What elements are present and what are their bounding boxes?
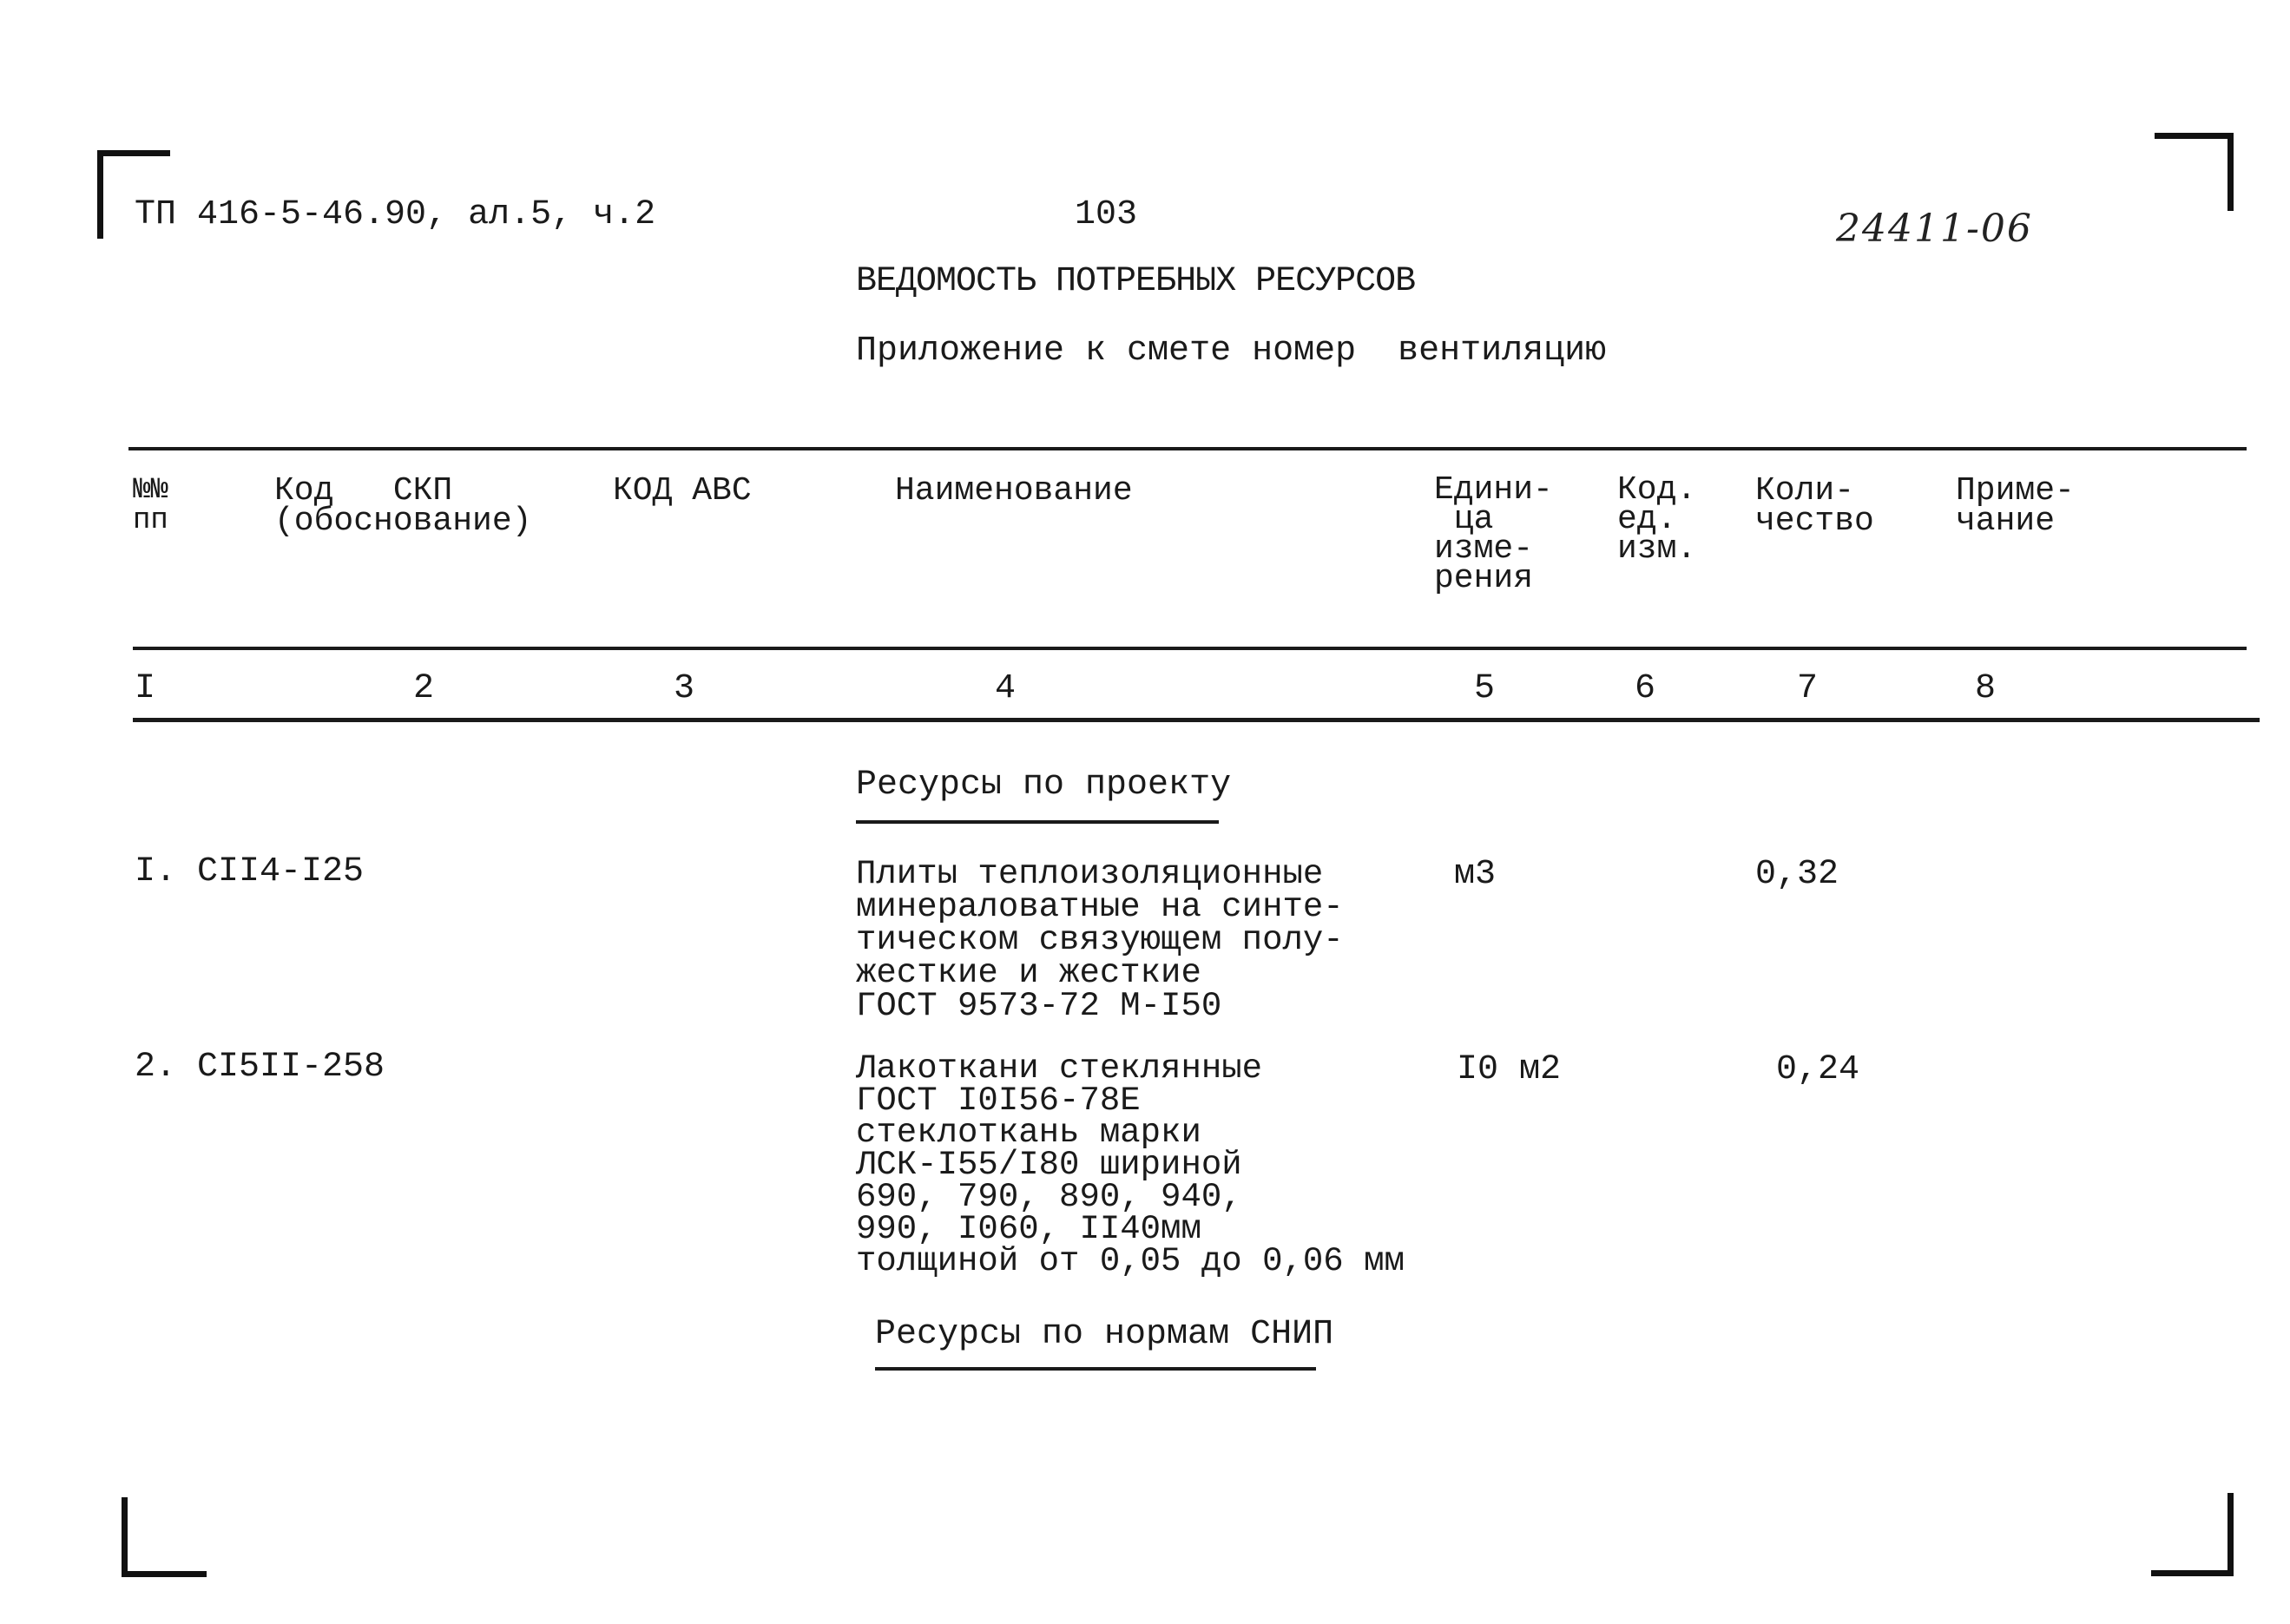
corner-mark-top-left-horizontal	[97, 150, 170, 156]
row-unit: м3	[1454, 855, 1497, 894]
page-subtitle: Приложение к смете номер вентиляцию	[856, 332, 1607, 371]
section-title-underline	[875, 1367, 1316, 1371]
corner-mark-top-right-horizontal	[2155, 133, 2234, 139]
corner-mark-bottom-right-horizontal	[2151, 1570, 2234, 1576]
column-header-name	[895, 472, 1133, 510]
corner-mark-bottom-right-vertical	[2227, 1493, 2234, 1576]
corner-mark-top-right-vertical	[2227, 133, 2234, 211]
column-header-abc-code	[613, 472, 752, 510]
column-header-note	[1956, 472, 2075, 540]
section-title-underline	[856, 820, 1219, 824]
column-number: 7	[1797, 669, 1819, 708]
column-header-quantity	[1755, 472, 1874, 540]
page-number: 103	[1075, 195, 1138, 234]
handwritten-number: 24411-06	[1836, 207, 2033, 251]
column-number: 3	[674, 669, 695, 708]
column-header-label: №№ пп	[133, 474, 168, 537]
row-name: Лакоткани стеклянные ГОСТ I0I56-78Е стеклоткань марки ЛСК-I55/I80 шириной 690, 790, 890, 940, 990, I060, II40мм толщиной от 0,05 до 0,06 мм	[856, 1049, 1405, 1280]
table-top-rule	[128, 447, 2247, 450]
corner-mark-bottom-left-vertical	[122, 1497, 128, 1577]
header-bottom-rule	[133, 647, 2247, 650]
section-title-snip-resources: Ресурсы по нормам СНИП	[875, 1315, 1334, 1354]
column-header-skp-code	[274, 472, 532, 540]
corner-mark-top-left-vertical	[97, 150, 103, 239]
column-header-unit-code	[1617, 471, 1697, 568]
column-number: 5	[1474, 669, 1496, 708]
page-title: ВЕДОМОСТЬ ПОТРЕБНЫХ РЕСУРСОВ	[856, 262, 1416, 301]
column-number: 2	[413, 669, 435, 708]
section-title-project-resources: Ресурсы по проекту	[856, 766, 1232, 805]
column-header-label: Код. ед. изм.	[1617, 471, 1697, 568]
row-number-code: 2. СI5II-258	[135, 1048, 385, 1087]
column-number: 4	[995, 669, 1017, 708]
column-header-label: Код СКП (обоснование)	[274, 472, 532, 540]
row-unit: I0 м2	[1457, 1050, 1562, 1089]
row-quantity: 0,32	[1755, 855, 1839, 894]
row-name: Плиты теплоизоляционные минераловатные на синте- тическом связующем полу- жесткие и жесткие ГОСТ 9573-72 М-I50	[856, 855, 1344, 1025]
column-number: 8	[1975, 669, 1997, 708]
document-reference: ТП 416-5-46.90, ал.5, ч.2	[135, 195, 656, 234]
column-header-unit	[1434, 471, 1553, 597]
column-header-label: Приме- чание	[1956, 472, 2075, 540]
column-numbers-rule	[133, 718, 2260, 722]
column-header-label: Коли- чество	[1755, 472, 1874, 540]
column-header-label: Едини- ца изме- рения	[1434, 471, 1553, 597]
column-header-num	[133, 476, 168, 536]
column-header-label: Наименование	[895, 472, 1133, 510]
row-quantity: 0,24	[1776, 1050, 1860, 1089]
column-number: 6	[1635, 669, 1656, 708]
column-header-label: КОД АВС	[613, 472, 752, 510]
corner-mark-bottom-left-horizontal	[122, 1571, 207, 1577]
column-number: I	[135, 669, 156, 708]
row-number-code: I. СII4-I25	[135, 852, 365, 891]
